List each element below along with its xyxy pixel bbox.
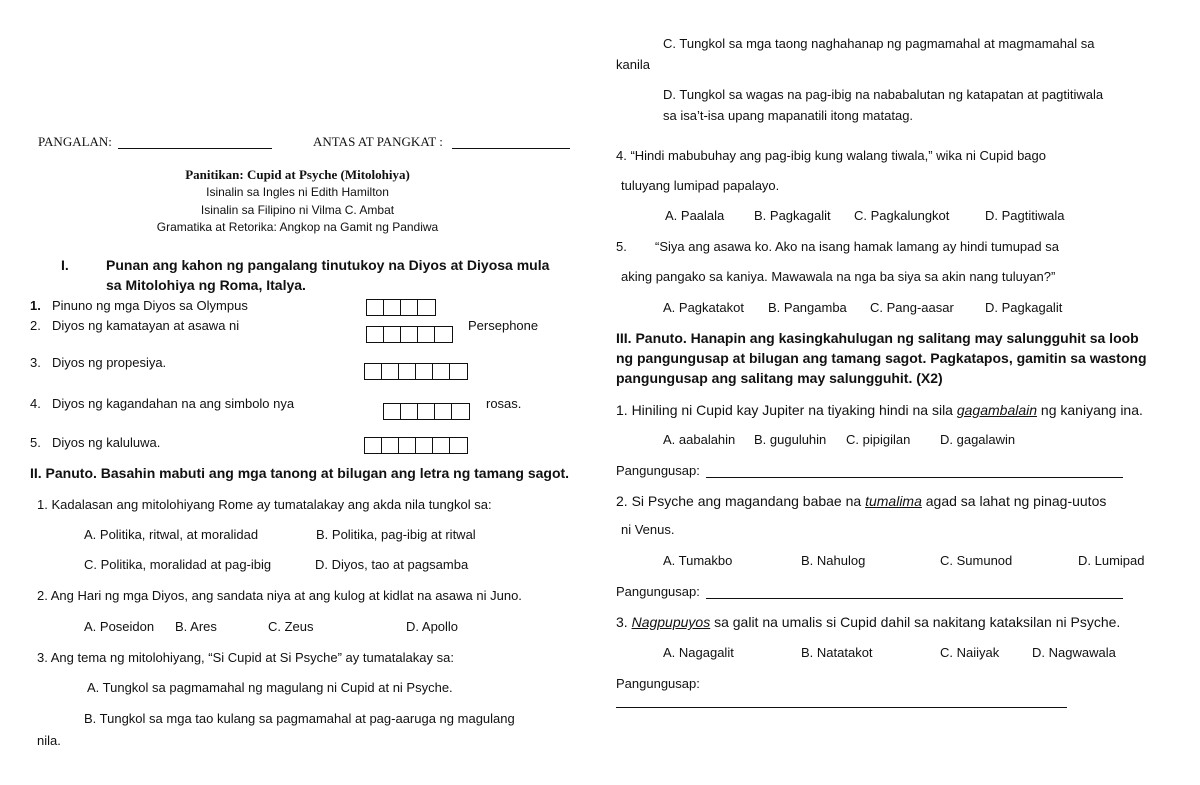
q4-text-line2: tuluyang lumipad papalayo. [621,178,780,193]
q2-option-d[interactable]: D. Apollo [406,619,459,634]
p3-q3-option-a[interactable]: A. Nagagalit [663,645,734,660]
q5-option-a[interactable]: A. Pagkatakot [663,300,744,315]
part1-item-3-text: Diyos ng propesiya. [52,355,167,370]
p3-q1-sentence-line[interactable] [706,477,1123,478]
name-label: PANGALAN: [38,134,112,149]
q3-text: 3. Ang tema ng mitolohiyang, “Si Cupid at Si Psyche” ay tumatalakay sa: [37,650,454,665]
q2-option-b[interactable]: B. Ares [175,619,217,634]
p3-q1-option-b[interactable]: B. guguluhin [754,432,827,447]
p3-q1-option-d[interactable]: D. gagalawin [940,432,1016,447]
q1-text: 1. Kadalasan ang mitolohiyang Rome ay tumatalakay ang akda nila tungkol sa: [37,497,492,512]
part1-instruction-line1: Punan ang kahon ng pangalang tinutukoy na Diyos at Diyosa mula [106,257,550,273]
q5-text-line1: “Siya ang asawa ko. Ako na isang hamak lamang ay hindi tumupad sa [655,239,1059,254]
p3-q3-text [616,614,1120,630]
answer-boxes-4[interactable] [383,403,470,420]
part1-item-2-suffix: Persephone [468,318,539,333]
part1-item-1-text: Pinuno ng mga Diyos sa Olympus [52,298,248,313]
q3-option-a[interactable]: A. Tungkol sa pagmamahal ng magulang ni Cupid at ni Psyche. [87,680,453,695]
part1-numeral: I. [61,257,69,273]
p3-q1-option-c[interactable]: C. pipigilan [846,432,911,447]
part1-item-1-num: 1. [30,298,41,313]
q5-option-d[interactable]: D. Pagkagalit [985,300,1063,315]
q3-option-c-line1[interactable]: C. Tungkol sa mga taong naghahanap ng pagmamahal at magmamahal sa [663,36,1095,51]
q1-option-c[interactable]: C. Politika, moralidad at pag-ibig [84,557,272,572]
part1-item-2-text: Diyos ng kamatayan at asawa ni [52,318,240,333]
q4-option-b[interactable]: B. Pagkagalit [754,208,831,223]
subtitle-3: Gramatika at Retorika: Angkop na Gamit ng Pandiwa [156,220,439,234]
part1-item-4-text: Diyos ng kagandahan na ang simbolo nya [52,396,295,411]
q1-option-d[interactable]: D. Diyos, tao at pagsamba [315,557,469,572]
answer-boxes-2[interactable] [366,326,453,343]
q5-option-b[interactable]: B. Pangamba [768,300,847,315]
p3-q1-post: ng kaniyang ina. [1037,402,1143,418]
part3-instruction-line1: III. Panuto. Hanapin ang kasingkahulugan ng salitang may salungguhit sa loob [616,330,1139,346]
p3-q2-text-line2: ni Venus. [621,522,675,537]
p3-q3-underlined-word: Nagpupuyos [631,614,711,630]
name-line[interactable] [118,148,272,149]
p3-q2-sentence-label: Pangungusap: [616,584,700,599]
p3-q2-option-d[interactable]: D. Lumipad [1078,553,1145,568]
p3-q3-option-b[interactable]: B. Natatakot [801,645,873,660]
p3-q2-option-a[interactable]: A. Tumakbo [663,553,733,568]
q5-num: 5. [616,239,627,254]
q2-option-a[interactable]: A. Poseidon [84,619,155,634]
p3-q2-sentence-line[interactable] [706,598,1123,599]
p3-q1-underlined-word: gagambalain [956,402,1038,418]
answer-boxes-1[interactable] [366,299,436,316]
q4-option-a[interactable]: A. Paalala [665,208,725,223]
part1-item-4-suffix: rosas. [486,396,522,411]
answer-boxes-5[interactable] [364,437,468,454]
part2-instruction: II. Panuto. Basahin mabuti ang mga tanong at bilugan ang letra ng tamang sagot. [30,465,570,481]
subtitle-1: Isinalin sa Ingles ni Edith Hamilton [206,185,389,199]
p3-q2-pre: 2. Si Psyche ang magandang babae na [616,493,866,509]
q3-option-c-line2: kanila [616,57,650,72]
p3-q3-pre: 3. [616,614,632,630]
part1-instruction-line2: sa Mitolohiya ng Roma, Italya. [106,277,306,293]
q4-text-line1: 4. “Hindi mabubuhay ang pag-ibig kung walang tiwala,” wika ni Cupid bago [616,148,1046,163]
part3-instruction-line3: pangungusap ang salitang may salungguhit. (X2) [616,370,943,386]
q1-option-b[interactable]: B. Politika, pag-ibig at ritwal [316,527,476,542]
grade-label: ANTAS AT PANGKAT : [313,134,443,149]
part1-item-2-num: 2. [30,318,41,333]
p3-q3-post: sa galit na umalis si Cupid dahil sa nakitang kataksilan ni Psyche. [710,614,1121,630]
p3-q3-sentence-label: Pangungusap: [616,676,700,691]
answer-boxes-3[interactable] [364,363,468,380]
p3-q2-text [616,493,1106,509]
q5-option-c[interactable]: C. Pang-aasar [870,300,954,315]
p3-q2-underlined-word: tumalima [865,493,922,509]
q3-option-b-line2: nila. [37,733,61,748]
q2-option-c[interactable]: C. Zeus [268,619,314,634]
part3-instruction-line2: ng pangungusap at bilugan ang tamang sagot. Pagkatapos, gamitin sa wastong [616,350,1147,366]
q4-option-d[interactable]: D. Pagtitiwala [985,208,1065,223]
part1-item-4-num: 4. [30,396,41,411]
grade-line[interactable] [452,148,570,149]
part1-item-5-text: Diyos ng kaluluwa. [52,435,161,450]
part1-item-3-num: 3. [30,355,41,370]
q5-text-line2: aking pangako sa kaniya. Mawawala na nga ba siya sa akin nang tuluyan?” [621,269,1056,284]
q3-option-d-line1[interactable]: D. Tungkol sa wagas na pag-ibig na nababalutan ng katapatan at pagtitiwala [663,87,1104,102]
p3-q3-option-c[interactable]: C. Naiiyak [940,645,1000,660]
p3-q3-option-d[interactable]: D. Nagwawala [1032,645,1116,660]
page-title: Panitikan: Cupid at Psyche (Mitolohiya) [185,167,410,182]
subtitle-2: Isinalin sa Filipino ni Vilma C. Ambat [200,203,395,217]
q3-option-b-line1[interactable]: B. Tungkol sa mga tao kulang sa pagmamahal at pag-aaruga ng magulang [84,711,515,726]
q1-option-a[interactable]: A. Politika, ritwal, at moralidad [84,527,259,542]
p3-q2-option-b[interactable]: B. Nahulog [801,553,866,568]
q3-option-d-line2: sa isa’t-isa upang mapanatili itong matatag. [663,108,914,123]
p3-q1-text [616,402,1143,418]
p3-q1-pre: 1. Hiniling ni Cupid kay Jupiter na tiyaking hindi na sila [616,402,957,418]
q4-option-c[interactable]: C. Pagkalungkot [854,208,950,223]
p3-q2-post: agad sa lahat ng pinag-uutos [921,493,1107,509]
p3-q2-option-c[interactable]: C. Sumunod [940,553,1013,568]
p3-q3-sentence-line[interactable] [616,707,1067,708]
p3-q1-sentence-label: Pangungusap: [616,463,700,478]
q2-text: 2. Ang Hari ng mga Diyos, ang sandata niya at ang kulog at kidlat na asawa ni Juno. [37,588,522,603]
part1-item-5-num: 5. [30,435,41,450]
p3-q1-option-a[interactable]: A. aabalahin [663,432,736,447]
